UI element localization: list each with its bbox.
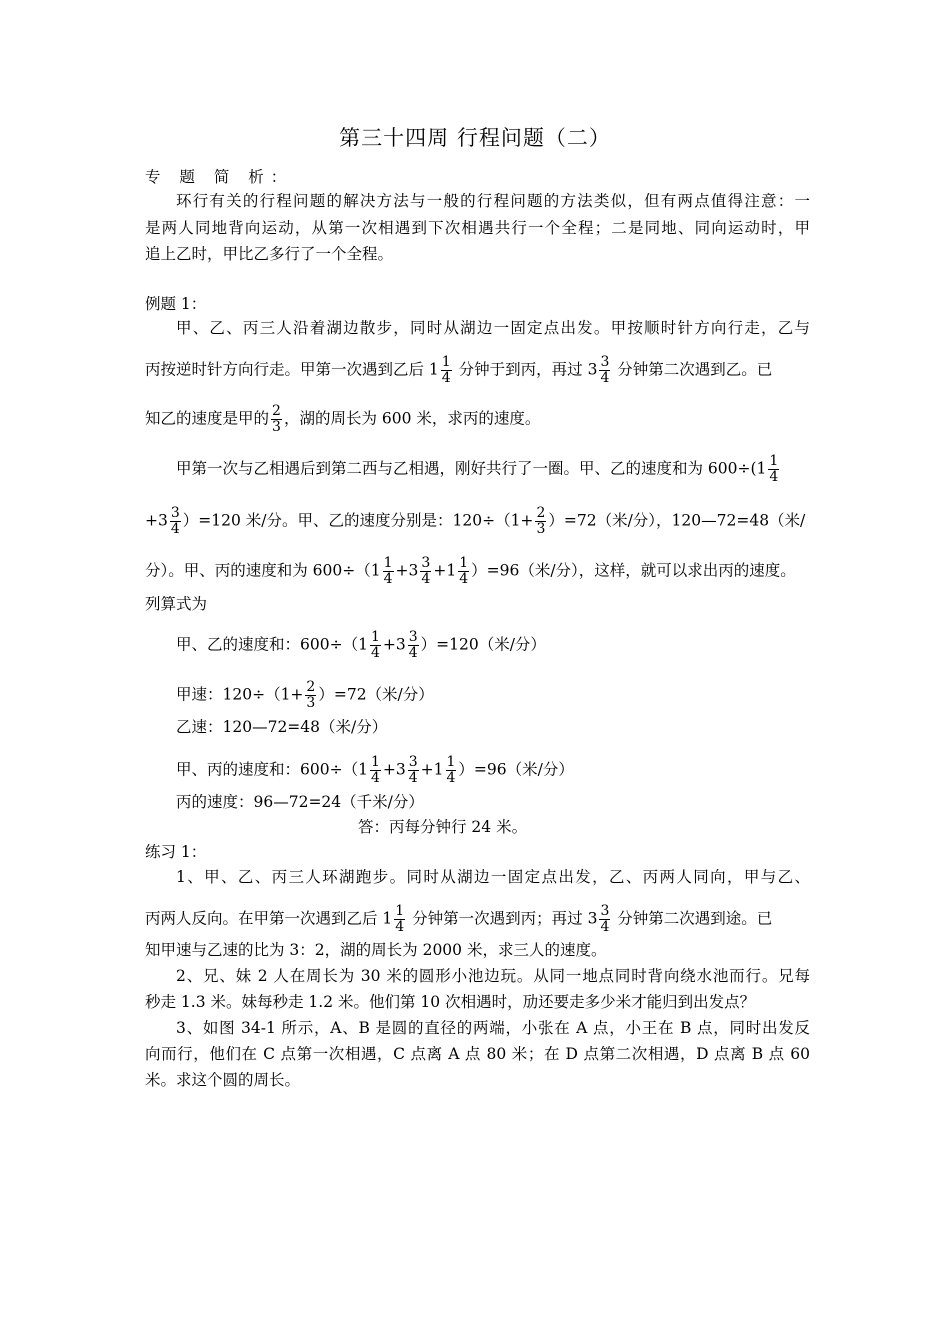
example-question-line: 丙按逆时针方向行走。甲第一次遇到乙后 1 $\frac{1}{4}$ 分钟于到丙，再过 3 $\frac{3}{4}$ 分钟第二次遇到乙。已	[145, 354, 773, 386]
fraction: $\frac{1}{4}$	[395, 903, 405, 935]
example-question-line: 甲、乙、丙三人沿着湖边散步，同时从湖边一固定点出发。甲按顺时针方向行走，乙与	[176, 319, 810, 337]
fraction: $\frac{2}{3}$	[536, 505, 546, 537]
practice-line: 向而行，他们在 C 点第一次相遇，C 点离 A 点 80 米；在 D 点第二次相遇，D 点离 B 点 60	[145, 1045, 810, 1063]
section-label: 专 题 简 析：	[145, 168, 294, 186]
fraction: $\frac{3}{4}$	[600, 903, 610, 935]
example-question-line: 知乙的速度是甲的 $\frac{2}{3}$ ，湖的周长为 600 米，求丙的速度。	[145, 403, 541, 435]
fraction: $\frac{2}{3}$	[306, 679, 316, 711]
fraction: $\frac{1}{4}$	[459, 555, 469, 587]
fraction: $\frac{3}{4}$	[421, 555, 431, 587]
fraction: $\frac{3}{4}$	[408, 754, 418, 786]
solution-line: +3 $\frac{3}{4}$ ）=120 米/分。甲、乙的速度分别是：120÷（1+ $\frac{2}{3}$ ）=72（米/分），120—72=48（米/	[145, 505, 806, 537]
practice-line: 秒走 1.3 米。妹每秒走 1.2 米。他们第 10 次相遇时，劢还要走多少米才能归到出发点？	[145, 993, 756, 1011]
answer-line: 答：丙每分钟行 24 米。	[358, 818, 528, 836]
calc-line: 乙速：120—72=48（米/分）	[176, 718, 388, 736]
calc-line: 甲、丙的速度和：600÷（1 $\frac{1}{4}$ +3 $\frac{3}{4}$ +1 $\frac{1}{4}$ ）=96（米/分）	[176, 754, 574, 786]
practice-line: 米。求这个圆的周长。	[145, 1071, 301, 1089]
practice-line: 3、如图 34-1 所示，A、B 是圆的直径的两端，小张在 A 点，小王在 B 点，同时出发反	[176, 1019, 810, 1037]
fraction: $\frac{1}{4}$	[446, 754, 456, 786]
practice-line: 1、甲、乙、丙三人环湖跑步。同时从湖边一固定点出发，乙、丙两人同向，甲与乙、	[176, 868, 810, 886]
intro-line: 追上乙时，甲比乙多行了一个全程。	[145, 245, 394, 263]
calc-line: 丙的速度：96—72=24（千米/分）	[176, 793, 424, 811]
practice-line: 知甲速与乙速的比为 3：2，湖的周长为 2000 米，求三人的速度。	[145, 941, 607, 959]
fraction: $\frac{2}{3}$	[272, 403, 281, 435]
solution-line: 分）。甲、丙的速度和为 600÷（1 $\frac{1}{4}$ +3 $\frac{3}{4}$ +1 $\frac{1}{4}$ ）=96（米/分），这样，就可以求出丙的速度。	[145, 555, 796, 587]
practice-label: 练习 1：	[145, 843, 207, 861]
calc-line: 甲、乙的速度和：600÷（1 $\frac{1}{4}$ +3 $\frac{3}{4}$ ）=120（米/分）	[176, 629, 546, 661]
fraction: $\frac{3}{4}$	[600, 354, 610, 386]
fraction: $\frac{3}{4}$	[170, 505, 180, 537]
fraction: $\frac{1}{4}$	[769, 453, 779, 485]
practice-line: 2、兄、妹 2 人在周长为 30 米的圆形小池边玩。从同一地点同时背向绕水池而行。兄每	[176, 967, 810, 985]
fraction: $\frac{1}{4}$	[441, 354, 451, 386]
practice-line: 丙两人反向。在甲第一次遇到乙后 1 $\frac{1}{4}$ 分钟第一次遇到丙；再过 3 $\frac{3}{4}$ 分钟第二次遇到途。已	[145, 903, 773, 935]
fraction: $\frac{1}{4}$	[383, 555, 393, 587]
solution-line: 列算式为	[145, 595, 208, 613]
page-title: 第三十四周 行程问题（二）	[339, 126, 611, 150]
fraction: $\frac{3}{4}$	[408, 629, 418, 661]
intro-line: 环行有关的行程问题的解决方法与一般的行程问题的方法类似，但有两点值得注意：一	[176, 192, 810, 210]
fraction: $\frac{1}{4}$	[370, 754, 380, 786]
calc-line: 甲速：120÷（1+ $\frac{2}{3}$ ）=72（米/分）	[176, 679, 434, 711]
example-label: 例题 1：	[145, 295, 207, 313]
fraction: $\frac{1}{4}$	[370, 629, 380, 661]
solution-line: 甲第一次与乙相遇后到第二西与乙相遇，刚好共行了一圈。甲、乙的速度和为 600÷(1 $\frac{1}{4}$	[176, 453, 779, 485]
text: 丙按逆时针方向行走。甲第一次遇到乙后 1	[145, 360, 439, 379]
intro-line: 是两人同地背向运动，从第一次相遇到下次相遇共行一个全程；二是同地、同向运动时，甲	[145, 219, 810, 237]
